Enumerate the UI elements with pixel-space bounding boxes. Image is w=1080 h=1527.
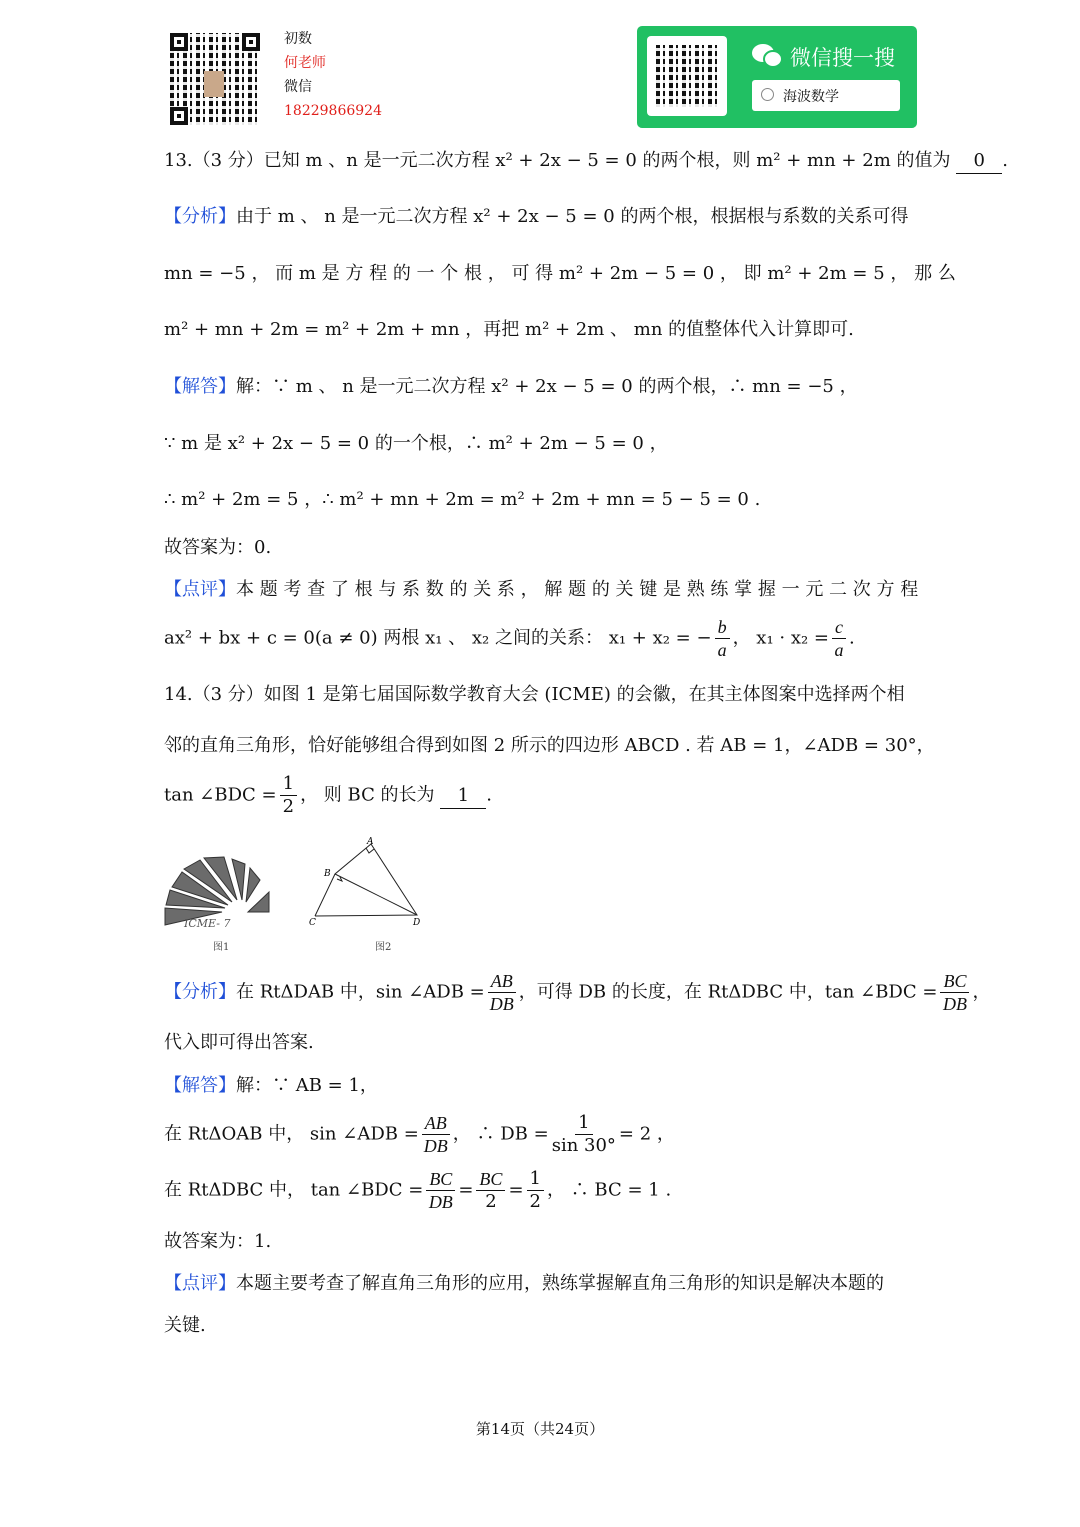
- denominator: a: [834, 640, 844, 660]
- solution-line: ∴ m² + 2m = 5 ，∴ m² + mn + 2m = m² + 2m + mn = 5 − 5 = 0 .: [164, 489, 761, 510]
- fraction: [527, 1168, 544, 1213]
- text: ， x₁ · x₂ =: [732, 627, 830, 649]
- review-line: 关键.: [164, 1315, 206, 1336]
- q14-analysis: [164, 970, 990, 1015]
- text: ， ∴ BC = 1 .: [546, 1179, 672, 1201]
- numerator: 1: [527, 1168, 544, 1191]
- solution-label: 【解答】: [164, 376, 236, 397]
- denominator: 2: [485, 1191, 497, 1212]
- answer-blank: 1: [440, 784, 486, 809]
- teacher-qr-code: [170, 33, 260, 125]
- review-label: 【点评】: [164, 579, 236, 600]
- fraction: [488, 970, 516, 1015]
- equals: =: [508, 1179, 524, 1201]
- figure-1-icme-logo: [162, 850, 274, 930]
- numerator: b: [715, 616, 730, 639]
- q13-stem: [164, 149, 1008, 174]
- final-answer: 故答案为：0.: [164, 537, 272, 558]
- numerator: BC: [476, 1168, 505, 1191]
- label-d: D: [413, 918, 421, 928]
- text: 解：∵ AB = 1，: [236, 1075, 378, 1096]
- denominator: 2: [282, 796, 295, 817]
- q14-stem: 邻的直角三角形，恰好能够组合得到如图 2 所示的四边形 ABCD . 若 AB = 1，∠ADB = 30°，: [164, 735, 935, 756]
- label-b: B: [324, 869, 331, 879]
- answer-blank: 0: [956, 149, 1002, 174]
- final-answer: 故答案为：1.: [164, 1231, 272, 1252]
- text: ， ∴ DB =: [452, 1123, 549, 1145]
- wechat-title: 微信搜一搜: [790, 46, 895, 70]
- denominator: a: [717, 640, 727, 660]
- avatar: [204, 71, 224, 97]
- fraction: [552, 1112, 616, 1157]
- text: 解：∵ m 、 n 是一元二次方程 x² + 2x − 5 = 0 的两个根，∴ mn = −5 ，: [236, 376, 858, 397]
- fig1-text: ICME- 7: [184, 917, 231, 930]
- contact-name: 何老师: [284, 55, 326, 71]
- page-number: 第14页（共24页）: [475, 1420, 605, 1438]
- q14-stem: 14.（3 分）如图 1 是第七届国际数学教育大会 (ICME) 的会徽，在其主体图案中选择两个相: [164, 684, 905, 705]
- fraction: [476, 1168, 505, 1213]
- search-text: 海波数学: [783, 89, 839, 105]
- text: .: [849, 627, 855, 649]
- fraction: [426, 1168, 455, 1213]
- fraction: [832, 616, 846, 661]
- punct: .: [1002, 150, 1008, 171]
- solution-label: 【解答】: [164, 1075, 236, 1096]
- analysis-label: 【分析】: [164, 206, 236, 227]
- solution-line: ∵ m 是 x² + 2x − 5 = 0 的一个根，∴ m² + 2m − 5 = 0 ，: [164, 433, 668, 454]
- q14-stem-line3: [164, 773, 492, 818]
- text: ， 则 BC 的长为: [300, 784, 435, 806]
- fraction: [940, 970, 969, 1015]
- label-a: A: [367, 837, 374, 847]
- denominator: DB: [489, 994, 514, 1014]
- contact-line: 初数: [284, 31, 312, 47]
- q14-solution-line2: [164, 1112, 675, 1157]
- stem-text: 13.（3 分）已知 m 、n 是一元二次方程 x² + 2x − 5 = 0 的两个根，则 m² + mn + 2m 的值为: [164, 150, 951, 171]
- text: tan ∠BDC =: [164, 784, 277, 806]
- text: 本题主要考查了解直角三角形的应用，熟练掌握解直角三角形的知识是解决本题的: [236, 1273, 884, 1294]
- text: 在 RtΔOAB 中， sin ∠ADB =: [164, 1123, 419, 1145]
- contact-line: 微信: [284, 79, 312, 95]
- search-icon: [761, 88, 774, 101]
- numerator: 1: [575, 1112, 592, 1135]
- analysis-label: 【分析】: [164, 981, 236, 1003]
- numerator: AB: [422, 1112, 450, 1135]
- denominator: DB: [942, 994, 967, 1014]
- denominator: DB: [428, 1192, 453, 1212]
- text: = 2 ，: [618, 1123, 675, 1145]
- text: ，: [972, 981, 991, 1003]
- label-c: C: [309, 918, 316, 928]
- numerator: c: [832, 616, 846, 639]
- contact-phone: 18229866924: [284, 103, 382, 119]
- q13-review-line2: [164, 616, 855, 661]
- contact-info: [284, 27, 382, 123]
- q13-solution: [164, 375, 858, 399]
- fig1-caption: 图1: [213, 942, 230, 953]
- text: ax² + bx + c = 0(a ≠ 0) 两根 x₁ 、 x₂ 之间的关系： x₁ + x₂ = −: [164, 627, 712, 649]
- denominator: sin 30°: [551, 1135, 616, 1156]
- text: 在 RtΔDAB 中，sin ∠ADB =: [236, 981, 485, 1003]
- q14-solution: [164, 1074, 378, 1098]
- q13-analysis: [164, 205, 908, 229]
- wechat-qr-code: [647, 36, 727, 116]
- denominator: 2: [529, 1191, 541, 1212]
- numerator: 1: [280, 773, 297, 796]
- q14-review: [164, 1272, 884, 1296]
- review-label: 【点评】: [164, 1273, 236, 1294]
- fig2-caption: 图2: [375, 942, 392, 953]
- numerator: BC: [426, 1168, 455, 1191]
- numerator: AB: [488, 970, 516, 993]
- text: 在 RtΔDBC 中， tan ∠BDC =: [164, 1179, 424, 1201]
- fraction: [280, 773, 297, 818]
- wechat-search-banner[interactable]: [637, 26, 917, 128]
- fraction: [715, 616, 730, 661]
- q13-review: [164, 578, 918, 602]
- equals: =: [458, 1179, 474, 1201]
- denominator: DB: [423, 1136, 448, 1156]
- text: 本 题 考 查 了 根 与 系 数 的 关 系 ， 解 题 的 关 键 是 熟 练 掌 握 一 元 二 次 方 程: [236, 579, 919, 600]
- q14-solution-line3: [164, 1168, 671, 1213]
- numerator: BC: [940, 970, 969, 993]
- fraction: [422, 1112, 450, 1157]
- text: 由于 m 、 n 是一元二次方程 x² + 2x − 5 = 0 的两个根，根据根与系数的关系可得: [236, 206, 909, 227]
- punct: .: [486, 784, 493, 806]
- text: ，可得 DB 的长度，在 RtΔDBC 中，tan ∠BDC =: [518, 981, 938, 1003]
- analysis-line: mn = −5 ， 而 m 是 方 程 的 一 个 根 ， 可 得 m² + 2m − 5 = 0 ， 即 m² + 2m = 5 ， 那 么: [164, 263, 956, 284]
- analysis-line: 代入即可得出答案.: [164, 1032, 314, 1053]
- search-box[interactable]: [752, 80, 900, 111]
- analysis-line: m² + mn + 2m = m² + 2m + mn ，再把 m² + 2m 、 mn 的值整体代入计算即可.: [164, 319, 854, 340]
- wechat-icon: [751, 42, 781, 68]
- figure-2-quadrilateral: [305, 834, 430, 929]
